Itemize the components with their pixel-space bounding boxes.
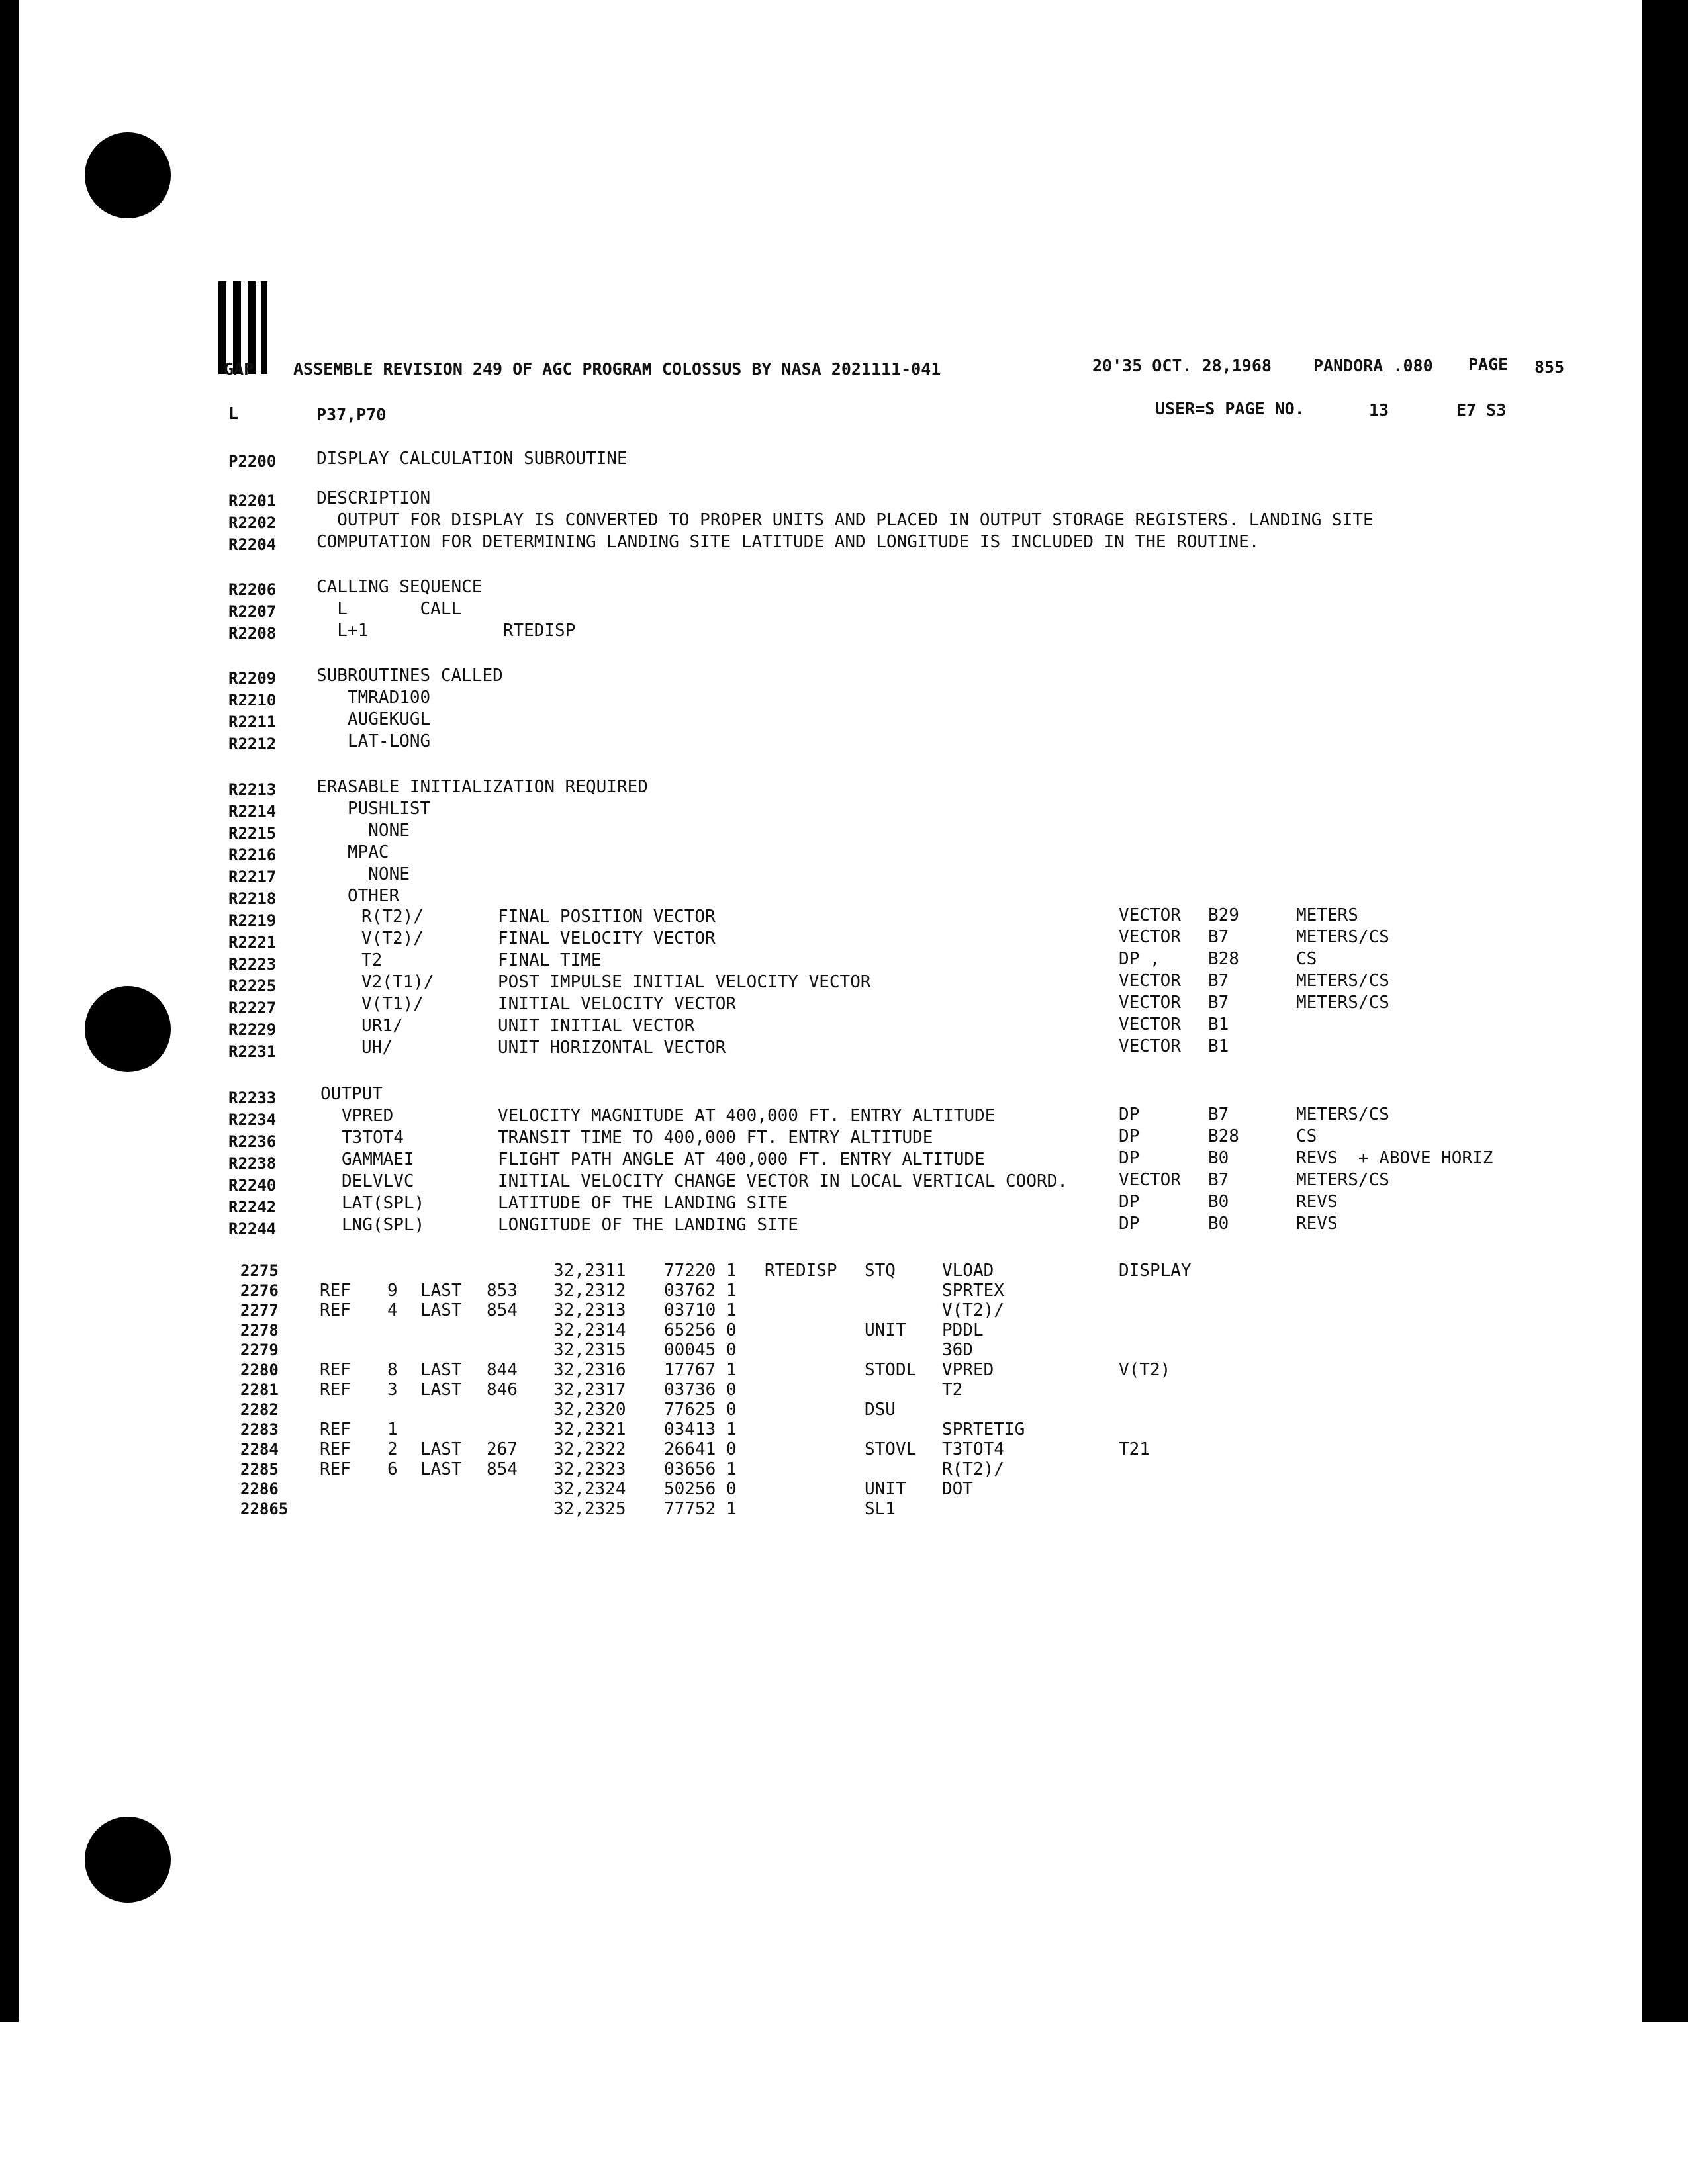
var-name: V2(T1)/	[361, 972, 434, 992]
var-name: V(T2)/	[361, 929, 424, 948]
var-name: UH/	[361, 1038, 393, 1058]
var-units: REVS	[1296, 1192, 1338, 1212]
listing-ref: REF	[320, 1300, 351, 1320]
listing-comment: V(T2)	[1119, 1360, 1171, 1380]
listing-opcode: STQ	[865, 1261, 896, 1281]
var-scale: B1	[1208, 1015, 1229, 1034]
listing-last: LAST	[420, 1281, 462, 1300]
line-label: R2206	[228, 580, 277, 599]
listing-last: LAST	[420, 1439, 462, 1459]
listing-address: 32,2311	[553, 1261, 626, 1281]
var-desc: FINAL POSITION VECTOR	[498, 907, 716, 927]
var-units: REVS + ABOVE HORIZ	[1296, 1148, 1493, 1168]
line-text: OUTPUT FOR DISPLAY IS CONVERTED TO PROPER UNITS AND PLACED IN OUTPUT STORAGE REGISTERS. LANDING SITE	[316, 510, 1374, 530]
line-text: NONE	[316, 821, 410, 841]
listing-address: 32,2313	[553, 1300, 626, 1320]
listing-octal: 03736 0	[664, 1380, 737, 1400]
listing-ref: REF	[320, 1281, 351, 1300]
var-units: METERS	[1296, 905, 1358, 925]
var-type: VECTOR	[1119, 905, 1181, 925]
line-label: R2216	[228, 846, 277, 864]
var-name: LAT(SPL)	[342, 1193, 425, 1213]
listing-ref-number: 9	[387, 1281, 398, 1300]
listing-last: LAST	[420, 1459, 462, 1479]
row-label: R2229	[228, 1021, 277, 1039]
punch-hole-bottom	[85, 1817, 171, 1903]
listing-operand: VPRED	[942, 1360, 994, 1380]
var-units: METERS/CS	[1296, 1105, 1389, 1124]
line-text: NONE	[316, 864, 410, 884]
line-label: R2215	[228, 824, 277, 842]
listing-ref: REF	[320, 1360, 351, 1380]
header-user: USER=S PAGE NO.	[1155, 399, 1305, 418]
line-text: LAT-LONG	[316, 731, 431, 751]
header-assemble: ASSEMBLE REVISION 249 OF AGC PROGRAM COLOSSUS BY NASA 2021111-041	[293, 359, 941, 379]
var-units: CS	[1296, 1126, 1317, 1146]
listing-line-number: 22865	[240, 1500, 289, 1518]
line-text: PUSHLIST	[316, 799, 431, 819]
line-label: R2208	[228, 624, 277, 643]
header-date: 20'35 OCT. 28,1968	[1092, 356, 1272, 375]
row-label: R2219	[228, 911, 277, 930]
listing-line-number: 2278	[240, 1321, 279, 1340]
listing-last-number: 854	[487, 1459, 518, 1479]
var-type: DP	[1119, 1214, 1140, 1234]
var-units: METERS/CS	[1296, 1170, 1389, 1190]
var-desc: UNIT HORIZONTAL VECTOR	[498, 1038, 726, 1058]
listing-address: 32,2325	[553, 1499, 626, 1519]
var-scale: B7	[1208, 1170, 1229, 1190]
line-label: R2210	[228, 691, 277, 709]
header-user-page: 13	[1369, 400, 1389, 420]
line-label: R2202	[228, 514, 277, 532]
listing-operand: SPRTETIG	[942, 1420, 1025, 1439]
var-type: DP	[1119, 1192, 1140, 1212]
listing-line-number: 2277	[240, 1301, 279, 1320]
row-label: R2242	[228, 1198, 277, 1216]
line-text: OTHER	[316, 886, 400, 906]
listing-address: 32,2322	[553, 1439, 626, 1459]
listing-opcode: DSU	[865, 1400, 896, 1420]
var-type: VECTOR	[1119, 1170, 1181, 1190]
listing-opcode: UNIT	[865, 1320, 906, 1340]
listing-last: LAST	[420, 1300, 462, 1320]
listing-address: 32,2314	[553, 1320, 626, 1340]
listing-last-number: 854	[487, 1300, 518, 1320]
line-label: R2207	[228, 602, 277, 621]
scan-border-right	[1642, 0, 1688, 2022]
listing-ref-number: 2	[387, 1439, 398, 1459]
listing-line-number: 2284	[240, 1440, 279, 1459]
listing-address: 32,2323	[553, 1459, 626, 1479]
line-text: SUBROUTINES CALLED	[316, 666, 503, 686]
row-label: R2238	[228, 1154, 277, 1173]
listing-last-number: 267	[487, 1439, 518, 1459]
listing-operand: VLOAD	[942, 1261, 994, 1281]
row-label: R2236	[228, 1132, 277, 1151]
var-units: METERS/CS	[1296, 971, 1389, 991]
listing-ref: REF	[320, 1439, 351, 1459]
var-type: VECTOR	[1119, 927, 1181, 947]
var-name: UR1/	[361, 1016, 403, 1036]
listing-operand: T2	[942, 1380, 963, 1400]
listing-address: 32,2324	[553, 1479, 626, 1499]
var-scale: B29	[1208, 905, 1239, 925]
listing-line-number: 2283	[240, 1420, 279, 1439]
line-text: ERASABLE INITIALIZATION REQUIRED	[316, 777, 648, 797]
var-desc: LONGITUDE OF THE LANDING SITE	[498, 1215, 798, 1235]
listing-operand: T3TOT4	[942, 1439, 1004, 1459]
var-scale: B28	[1208, 1126, 1239, 1146]
listing-operand: R(T2)/	[942, 1459, 1004, 1479]
var-name: V(T1)/	[361, 994, 424, 1014]
line-text: L+1 RTEDISP	[316, 621, 576, 641]
line-text: L CALL	[316, 599, 462, 619]
listing-comment: DISPLAY	[1119, 1261, 1192, 1281]
var-desc: INITIAL VELOCITY VECTOR	[498, 994, 737, 1014]
listing-octal: 77220 1	[664, 1261, 737, 1281]
header-code: E7 S3	[1456, 400, 1507, 420]
listing-octal: 03413 1	[664, 1420, 737, 1439]
punch-hole-middle	[85, 986, 171, 1072]
listing-line-number: 2276	[240, 1281, 279, 1300]
listing-last: LAST	[420, 1360, 462, 1380]
row-label: R2240	[228, 1176, 277, 1195]
line-text: COMPUTATION FOR DETERMINING LANDING SITE LATITUDE AND LONGITUDE IS INCLUDED IN THE ROUTINE.	[316, 532, 1260, 552]
var-scale: B0	[1208, 1214, 1229, 1234]
listing-line-number: 2275	[240, 1261, 279, 1280]
listing-octal: 17767 1	[664, 1360, 737, 1380]
listing-opcode: STODL	[865, 1360, 917, 1380]
listing-label: RTEDISP	[765, 1261, 837, 1281]
listing-octal: 50256 0	[664, 1479, 737, 1499]
listing-address: 32,2316	[553, 1360, 626, 1380]
row-label: R2223	[228, 955, 277, 974]
var-scale: B7	[1208, 971, 1229, 991]
listing-ref: REF	[320, 1459, 351, 1479]
var-type: DP	[1119, 1105, 1140, 1124]
listing-octal: 77625 0	[664, 1400, 737, 1420]
var-desc: POST IMPULSE INITIAL VELOCITY VECTOR	[498, 972, 871, 992]
header-pandora: PANDORA .080	[1313, 356, 1433, 375]
line-text: TMRAD100	[316, 688, 431, 707]
var-name: T3TOT4	[342, 1128, 404, 1148]
listing-opcode: STOVL	[865, 1439, 917, 1459]
listing-operand: SPRTEX	[942, 1281, 1004, 1300]
listing-line-number: 2286	[240, 1480, 279, 1498]
punch-hole-top	[85, 132, 171, 218]
header-page-label: PAGE	[1468, 355, 1509, 374]
row-label: R2225	[228, 977, 277, 995]
line-text: DISPLAY CALCULATION SUBROUTINE	[316, 449, 628, 469]
line-label: R2201	[228, 492, 277, 510]
listing-address: 32,2315	[553, 1340, 626, 1360]
var-type: VECTOR	[1119, 993, 1181, 1013]
line-label: R2209	[228, 669, 277, 688]
var-units: METERS/CS	[1296, 927, 1389, 947]
listing-last-number: 844	[487, 1360, 518, 1380]
line-label: R2217	[228, 868, 277, 886]
listing-comment: T21	[1119, 1439, 1150, 1459]
listing-last: LAST	[420, 1380, 462, 1400]
var-scale: B7	[1208, 1105, 1229, 1124]
row-label: R2231	[228, 1042, 277, 1061]
listing-ref: REF	[320, 1380, 351, 1400]
listing-operand: DOT	[942, 1479, 973, 1499]
var-scale: B1	[1208, 1036, 1229, 1056]
var-units: CS	[1296, 949, 1317, 969]
row-label: R2244	[228, 1220, 277, 1238]
line-text: DESCRIPTION	[316, 488, 431, 508]
listing-octal: 77752 1	[664, 1499, 737, 1519]
var-scale: B7	[1208, 993, 1229, 1013]
listing-operand: 36D	[942, 1340, 973, 1360]
var-type: DP ,	[1119, 949, 1160, 969]
listing-ref-number: 1	[387, 1420, 398, 1439]
listing-octal: 03762 1	[664, 1281, 737, 1300]
var-desc: VELOCITY MAGNITUDE AT 400,000 FT. ENTRY ALTITUDE	[498, 1106, 996, 1126]
header-program: P37,P70	[316, 405, 387, 424]
row-label: R2234	[228, 1111, 277, 1129]
listing-ref: REF	[320, 1420, 351, 1439]
var-desc: FINAL VELOCITY VECTOR	[498, 929, 716, 948]
var-desc: FLIGHT PATH ANGLE AT 400,000 FT. ENTRY ALTITUDE	[498, 1150, 985, 1169]
listing-line-number: 2281	[240, 1381, 279, 1399]
var-units: METERS/CS	[1296, 993, 1389, 1013]
var-type: DP	[1119, 1126, 1140, 1146]
listing-opcode: UNIT	[865, 1479, 906, 1499]
listing-last-number: 846	[487, 1380, 518, 1400]
listing-operand: V(T2)/	[942, 1300, 1004, 1320]
listing-address: 32,2321	[553, 1420, 626, 1439]
var-scale: B0	[1208, 1192, 1229, 1212]
var-type: VECTOR	[1119, 1036, 1181, 1056]
var-type: VECTOR	[1119, 971, 1181, 991]
output-heading: OUTPUT	[320, 1084, 383, 1104]
var-name: VPRED	[342, 1106, 394, 1126]
var-type: DP	[1119, 1148, 1140, 1168]
header-l: L	[228, 404, 239, 423]
line-text: CALLING SEQUENCE	[316, 577, 483, 597]
var-scale: B7	[1208, 927, 1229, 947]
line-label: P2200	[228, 452, 277, 471]
listing-last-number: 853	[487, 1281, 518, 1300]
line-label: R2204	[228, 535, 277, 554]
listing-line-number: 2280	[240, 1361, 279, 1379]
var-desc: INITIAL VELOCITY CHANGE VECTOR IN LOCAL VERTICAL COORD.	[498, 1171, 1068, 1191]
listing-opcode: SL1	[865, 1499, 896, 1519]
listing-line-number: 2282	[240, 1400, 279, 1419]
var-name: DELVLVC	[342, 1171, 414, 1191]
var-units: REVS	[1296, 1214, 1338, 1234]
listing-ref-number: 3	[387, 1380, 398, 1400]
scan-border-left	[0, 0, 19, 2022]
listing-octal: 03656 1	[664, 1459, 737, 1479]
var-desc: UNIT INITIAL VECTOR	[498, 1016, 695, 1036]
listing-ref-number: 6	[387, 1459, 398, 1479]
listing-octal: 00045 0	[664, 1340, 737, 1360]
var-type: VECTOR	[1119, 1015, 1181, 1034]
listing-octal: 26641 0	[664, 1439, 737, 1459]
line-text: MPAC	[316, 842, 389, 862]
line-label: R2218	[228, 889, 277, 908]
listing-address: 32,2312	[553, 1281, 626, 1300]
var-scale: B0	[1208, 1148, 1229, 1168]
line-label: R2211	[228, 713, 277, 731]
line-text: AUGEKUGL	[316, 709, 431, 729]
header-prefix: GAP	[224, 359, 254, 379]
listing-address: 32,2317	[553, 1380, 626, 1400]
var-name: LNG(SPL)	[342, 1215, 425, 1235]
row-label: R2221	[228, 933, 277, 952]
row-label: R2227	[228, 999, 277, 1017]
listing-octal: 03710 1	[664, 1300, 737, 1320]
var-name: GAMMAEI	[342, 1150, 414, 1169]
header-page-number: 855	[1534, 357, 1565, 377]
listing-operand: PDDL	[942, 1320, 984, 1340]
var-name: R(T2)/	[361, 907, 424, 927]
var-scale: B28	[1208, 949, 1239, 969]
listing-ref-number: 8	[387, 1360, 398, 1380]
var-desc: FINAL TIME	[498, 950, 602, 970]
var-name: T2	[361, 950, 383, 970]
listing-line-number: 2279	[240, 1341, 279, 1359]
listing-line-number: 2285	[240, 1460, 279, 1479]
var-desc: TRANSIT TIME TO 400,000 FT. ENTRY ALTITUDE	[498, 1128, 933, 1148]
line-label: R2212	[228, 735, 277, 753]
listing-octal: 65256 0	[664, 1320, 737, 1340]
row-label: R2233	[228, 1089, 277, 1107]
var-desc: LATITUDE OF THE LANDING SITE	[498, 1193, 788, 1213]
line-label: R2214	[228, 802, 277, 821]
line-label: R2213	[228, 780, 277, 799]
listing-address: 32,2320	[553, 1400, 626, 1420]
listing-ref-number: 4	[387, 1300, 398, 1320]
